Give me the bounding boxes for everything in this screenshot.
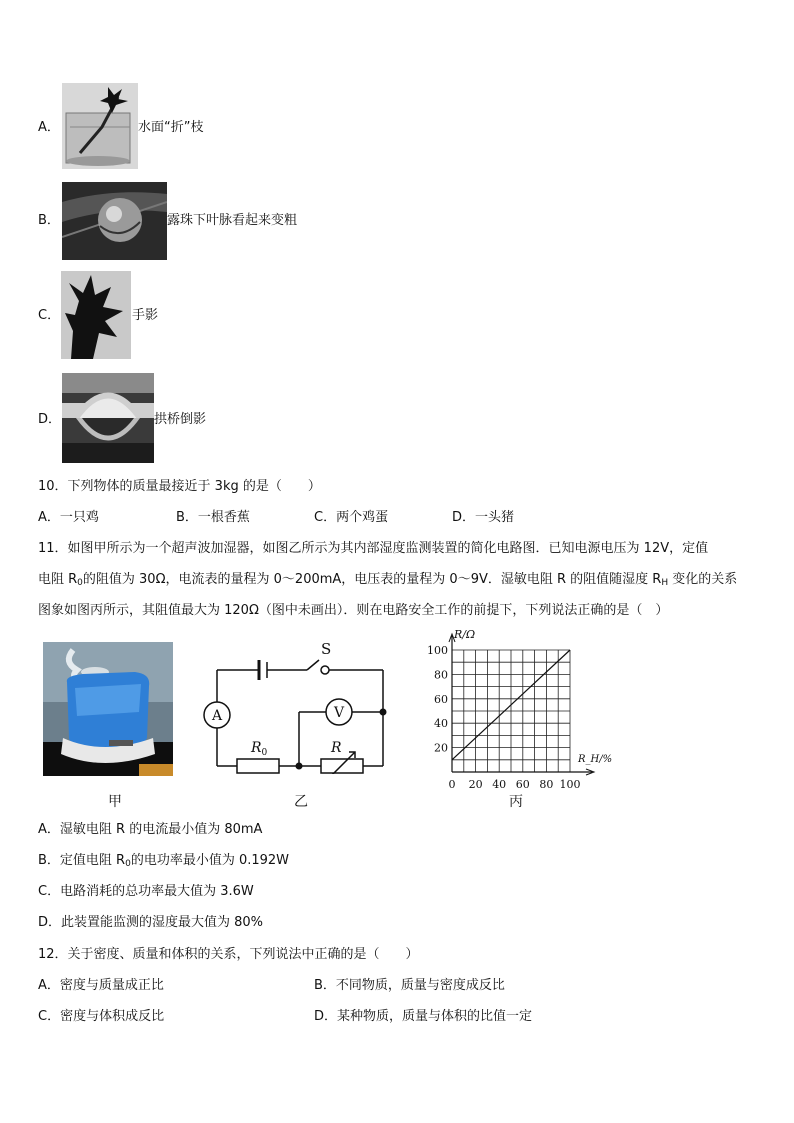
q12-option-b: B．不同物质，质量与密度成反比: [314, 978, 505, 993]
option-c-letter: C．: [38, 308, 61, 323]
q12-option-d: D．某种物质，质量与体积的比值一定: [314, 1009, 533, 1024]
chart-x-tick-label: 40: [492, 778, 507, 791]
circuit-switch-label: S: [321, 640, 332, 658]
q12-option-a: A．密度与质量成正比: [38, 978, 164, 993]
option-a-caption: 水面“折”枝: [138, 120, 204, 135]
chart-x-tick-label: 60: [515, 778, 530, 791]
chart-resistance-vs-humidity: [422, 622, 612, 794]
photo-hand-shadow: [61, 271, 131, 359]
q12-stem: 12．关于密度、质量和体积的关系，下列说法中正确的是（ ）: [38, 947, 419, 962]
circuit-diagram: [203, 638, 393, 774]
q10-stem: 10．下列物体的质量最接近于 3kg 的是（ ）: [38, 479, 321, 494]
q10-option-b: B．一根香蕉: [176, 510, 250, 525]
chart-x-tick-label: 80: [539, 778, 554, 791]
chart-y-axis-label: R/Ω: [454, 628, 476, 641]
photo-humidifier: [43, 642, 173, 776]
q11-option-a: A．湿敏电阻 R 的电流最小值为 80mA: [38, 822, 263, 837]
option-d-letter: D．: [38, 412, 62, 427]
chart-y-tick-label: 60: [434, 692, 448, 706]
fig-label-jia: 甲: [108, 794, 122, 810]
q11-stem-line2: 电阻 $R_0$的阻值为 30Ω，电流表的量程为 0～200mA，电压表的量程为 0～9V．湿敏电阻 R 的阻值随湿度 $R_H$ 变化的关系: [38, 572, 738, 588]
photo-dew-drop-on-leaf: [62, 182, 167, 260]
chart-x-tick-label: 100: [559, 778, 581, 791]
q11-stem-line3: 图象如图丙所示，其阻值最大为 120Ω（图中未画出）．则在电路安全工作的前提下，下列说法正确的是（ ）: [38, 603, 669, 618]
fig-label-bing: 丙: [509, 794, 523, 810]
circuit-r0-label: $R_0$: [251, 740, 268, 758]
option-d-caption: 拱桥倒影: [154, 412, 207, 427]
q11-stem-line1: 11．如图甲所示为一个超声波加湿器，如图乙所示为其内部湿度监测装置的简化电路图．已知电源电压为 12V，定值: [38, 541, 709, 556]
chart-x-tick-label: 20: [468, 778, 483, 791]
chart-y-tick-label: 80: [434, 668, 448, 682]
q11-option-d: D．此装置能监测的湿度最大值为 80%: [38, 915, 264, 930]
chart-y-tick-label: 20: [434, 741, 448, 755]
option-a-letter: A．: [38, 120, 60, 135]
q11-option-b: B．定值电阻 $R_0$的电功率最小值为 0.192W: [38, 853, 290, 869]
option-b-letter: B．: [38, 213, 60, 228]
chart-y-tick-label: 100: [427, 644, 448, 657]
circuit-ammeter-label: A: [211, 708, 223, 724]
fig-label-yi: 乙: [294, 794, 308, 810]
q10-option-a: A．一只鸡: [38, 510, 99, 525]
option-b-caption: 露珠下叶脉看起来变粗: [167, 213, 298, 228]
circuit-voltmeter-label: V: [333, 705, 345, 721]
q11-option-c: C．电路消耗的总功率最大值为 3.6W: [38, 884, 254, 899]
photo-arch-bridge-reflection: [62, 373, 154, 463]
option-c-caption: 手影: [132, 308, 159, 323]
chart-x-tick-label: 0: [448, 778, 456, 791]
chart-x-axis-label: R_H/%: [578, 754, 612, 765]
q10-option-c: C．两个鸡蛋: [314, 510, 389, 525]
q12-option-c: C．密度与体积成反比: [38, 1009, 165, 1024]
q10-option-d: D．一头猪: [452, 510, 515, 525]
circuit-r-label: R: [331, 740, 342, 756]
chart-y-tick-label: 40: [434, 717, 448, 731]
photo-branch-in-water: [62, 83, 138, 169]
